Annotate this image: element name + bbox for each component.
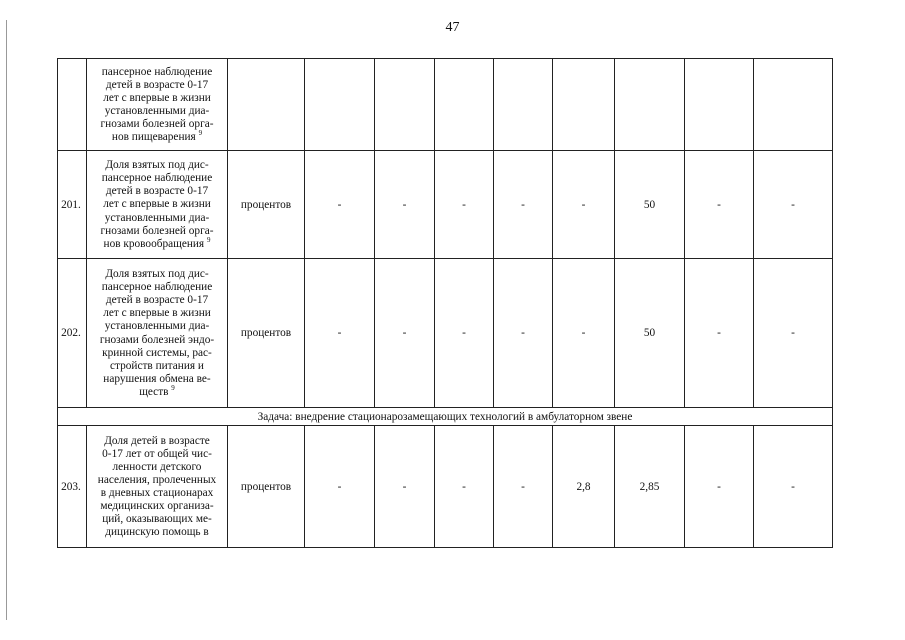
value-cell	[305, 59, 375, 151]
task-row	[58, 408, 833, 426]
table-row	[58, 426, 833, 548]
value-cell: -	[685, 151, 754, 259]
value-cell	[685, 59, 754, 151]
value-cell	[754, 59, 833, 151]
description-line: дицинскую помощь в	[105, 526, 209, 539]
value-cell: -	[435, 259, 494, 408]
value-cell: -	[375, 426, 435, 548]
value-cell: -	[553, 259, 615, 408]
indicator-description	[87, 259, 228, 408]
description-line: пансерное наблюдение	[101, 281, 213, 294]
value-cell: -	[553, 151, 615, 259]
unit-cell: процентов	[228, 259, 305, 408]
description-line: лет с впервые в жизни	[103, 198, 211, 211]
value-cell: -	[305, 259, 375, 408]
value-cell: -	[494, 151, 553, 259]
row-number: 201.	[58, 151, 87, 259]
unit-cell: процентов	[228, 426, 305, 548]
description-line: ций, оказывающих ме-	[102, 513, 212, 526]
value-cell: -	[685, 426, 754, 548]
description-line: в дневных стационарах	[100, 487, 214, 499]
description-line: установленными диа-	[104, 211, 210, 224]
unit-cell: процентов	[228, 151, 305, 259]
description-line: стройств питания и	[110, 359, 204, 372]
value-cell: -	[494, 426, 553, 548]
value-cell	[553, 59, 615, 151]
indicator-description	[87, 151, 228, 259]
description-line: нарушения обмена ве-	[103, 372, 211, 385]
description-line: ленности детского	[112, 460, 202, 473]
value-cell: 50	[615, 151, 685, 259]
description-line: ществ $^9$	[139, 383, 175, 398]
value-cell	[435, 59, 494, 151]
description-line: лет с впервые в жизни	[103, 307, 211, 320]
description-line: гнозами болезней орга-	[100, 224, 214, 237]
value-cell: 50	[615, 259, 685, 408]
value-cell: -	[435, 151, 494, 259]
footnote-marker: 9	[198, 129, 203, 138]
value-cell: -	[494, 259, 553, 408]
description-line: 0-17 лет от общей чис-	[102, 447, 212, 460]
description-line: нов кровообращения $^9$	[103, 235, 211, 250]
description-line: гнозами болезней эндо-	[99, 333, 215, 346]
task-title: Задача: внедрение стационарозамещающих технологий в амбулаторном звене	[58, 408, 833, 426]
table-row	[58, 151, 833, 259]
description-line: детей в возрасте 0-17	[105, 185, 209, 198]
description-line: кринной системы, рас-	[102, 346, 212, 359]
value-cell: -	[375, 259, 435, 408]
scan-edge-line	[6, 20, 7, 620]
value-cell	[615, 59, 685, 151]
table-row	[58, 259, 833, 408]
description-line: медицинских организа-	[100, 500, 214, 513]
description-line: детей в возрасте 0-17	[105, 78, 209, 91]
description-line: пансерное наблюдение	[101, 172, 213, 185]
row-number: 202.	[58, 259, 87, 408]
indicator-description	[87, 59, 228, 151]
value-cell: 2,85	[615, 426, 685, 548]
description-line: гнозами болезней орга-	[100, 118, 214, 131]
footnote-marker: 9	[206, 235, 211, 244]
description-line: населения, пролеченных	[97, 473, 217, 486]
description-line: установленными диа-	[104, 320, 210, 333]
value-cell: 2,8	[553, 426, 615, 548]
value-cell	[494, 59, 553, 151]
footnote-marker: 9	[171, 383, 175, 392]
value-cell: -	[685, 259, 754, 408]
value-cell: -	[305, 426, 375, 548]
description-line: Доля взятых под дис-	[105, 159, 209, 172]
value-cell: -	[754, 426, 833, 548]
value-cell: -	[754, 151, 833, 259]
description-line: нов пищеварения $^9$	[111, 129, 203, 144]
row-number: 203.	[58, 426, 87, 548]
value-cell: -	[435, 426, 494, 548]
description-line: Доля детей в возрасте	[104, 434, 210, 447]
value-cell: -	[754, 259, 833, 408]
table-row	[58, 59, 833, 151]
page-number: 47	[445, 20, 460, 35]
description-line: лет с впервые в жизни	[103, 91, 211, 104]
description-line: Доля взятых под дис-	[105, 268, 209, 281]
description-line: детей в возрасте 0-17	[105, 294, 209, 307]
description-line: установленными диа-	[104, 105, 210, 117]
value-cell: -	[375, 151, 435, 259]
value-cell	[375, 59, 435, 151]
description-line: пансерное наблюдение	[101, 65, 213, 78]
unit-cell	[228, 59, 305, 151]
row-number	[58, 59, 87, 151]
value-cell: -	[305, 151, 375, 259]
indicators-table	[57, 58, 833, 548]
indicator-description	[87, 426, 228, 548]
